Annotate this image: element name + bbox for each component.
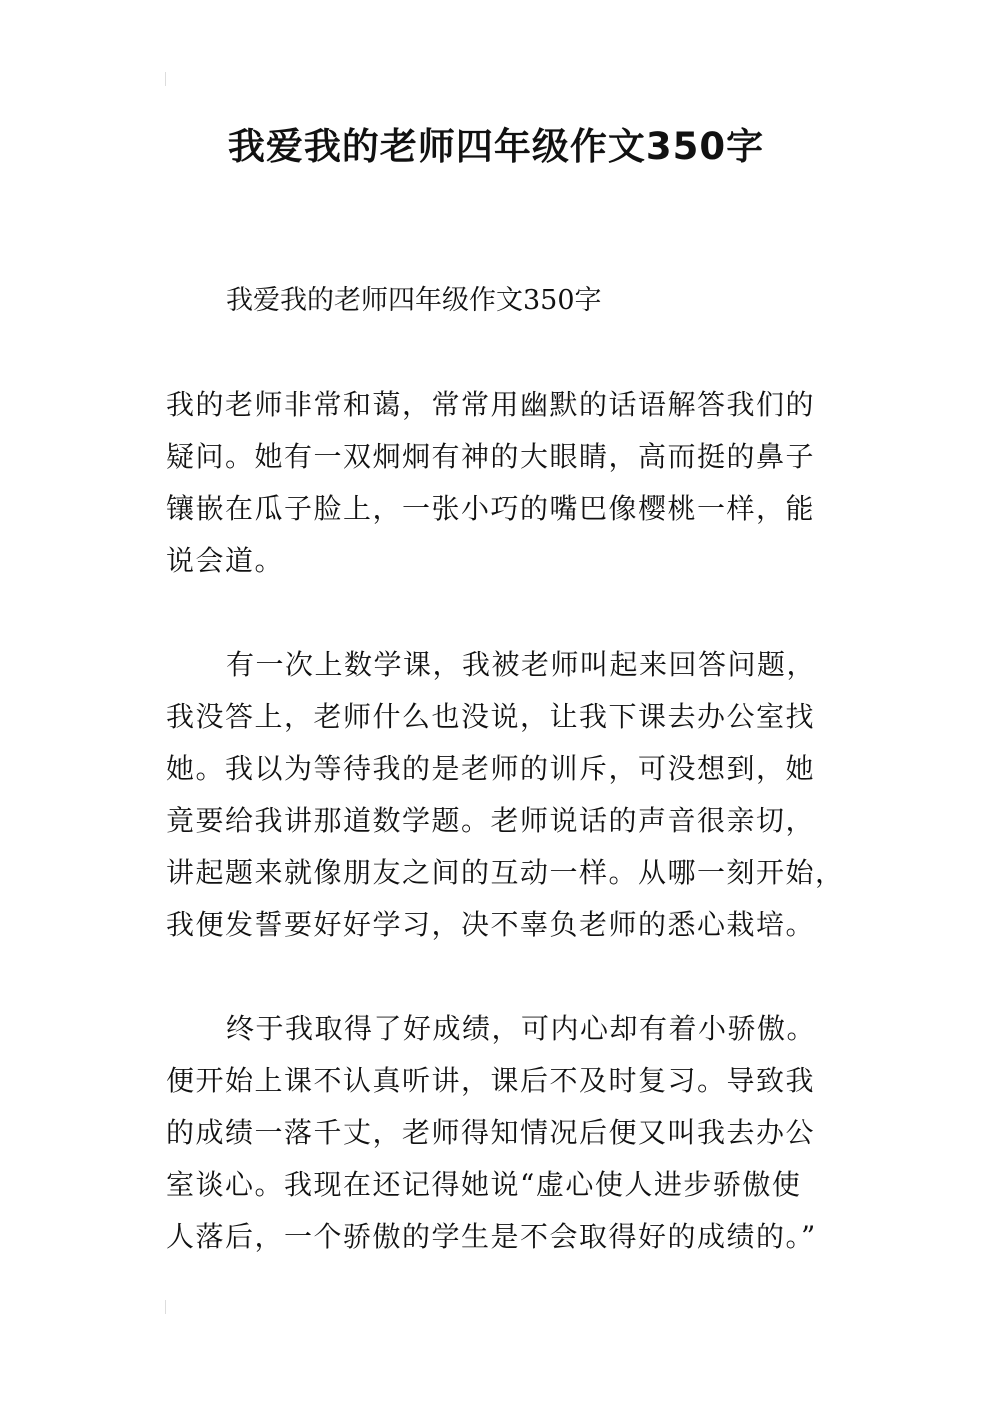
text-line: 室谈心。我现在还记得她说“虚心使人进步骄傲使 xyxy=(166,1168,802,1201)
text-line: 讲起题来就像朋友之间的互动一样。从哪一刻开始， xyxy=(166,856,845,889)
document-title: 我爱我的老师四年级作文350字 xyxy=(227,125,765,168)
text-line: 我便发誓要好好学习，决不辜负老师的悉心栽培。 xyxy=(166,908,816,941)
paragraph-3 xyxy=(166,1003,846,1263)
paragraph-1 xyxy=(166,379,846,587)
paragraph-2 xyxy=(166,639,846,951)
text-line: 我没答上，老师什么也没说，让我下课去办公室找 xyxy=(166,700,816,733)
text-line: 镶嵌在瓜子脸上，一张小巧的嘴巴像樱桃一样，能 xyxy=(166,492,816,525)
text-line: 终于我取得了好成绩，可内心却有着小骄傲。 xyxy=(226,1012,817,1045)
text-line: 我的老师非常和蔼，常常用幽默的话语解答我们的 xyxy=(166,388,816,421)
text-line: 的成绩一落千丈，老师得知情况后便又叫我去办公 xyxy=(166,1116,816,1149)
text-line: 有一次上数学课，我被老师叫起来回答问题， xyxy=(226,648,817,681)
text-line: 说会道。 xyxy=(166,544,285,577)
document-subtitle: 我爱我的老师四年级作文350字 xyxy=(226,285,602,316)
text-line: 她。我以为等待我的是老师的训斥，可没想到，她 xyxy=(166,752,816,785)
text-line: 竟要给我讲那道数学题。老师说话的声音很亲切， xyxy=(166,804,816,837)
text-line: 人落后，一个骄傲的学生是不会取得好的成绩的。” xyxy=(166,1220,817,1253)
text-line: 疑问。她有一双炯炯有神的大眼睛，高而挺的鼻子 xyxy=(166,440,816,473)
page-corner-mark xyxy=(165,72,166,86)
page-corner-mark xyxy=(165,1300,166,1314)
text-line: 便开始上课不认真听讲，课后不及时复习。导致我 xyxy=(166,1064,816,1097)
